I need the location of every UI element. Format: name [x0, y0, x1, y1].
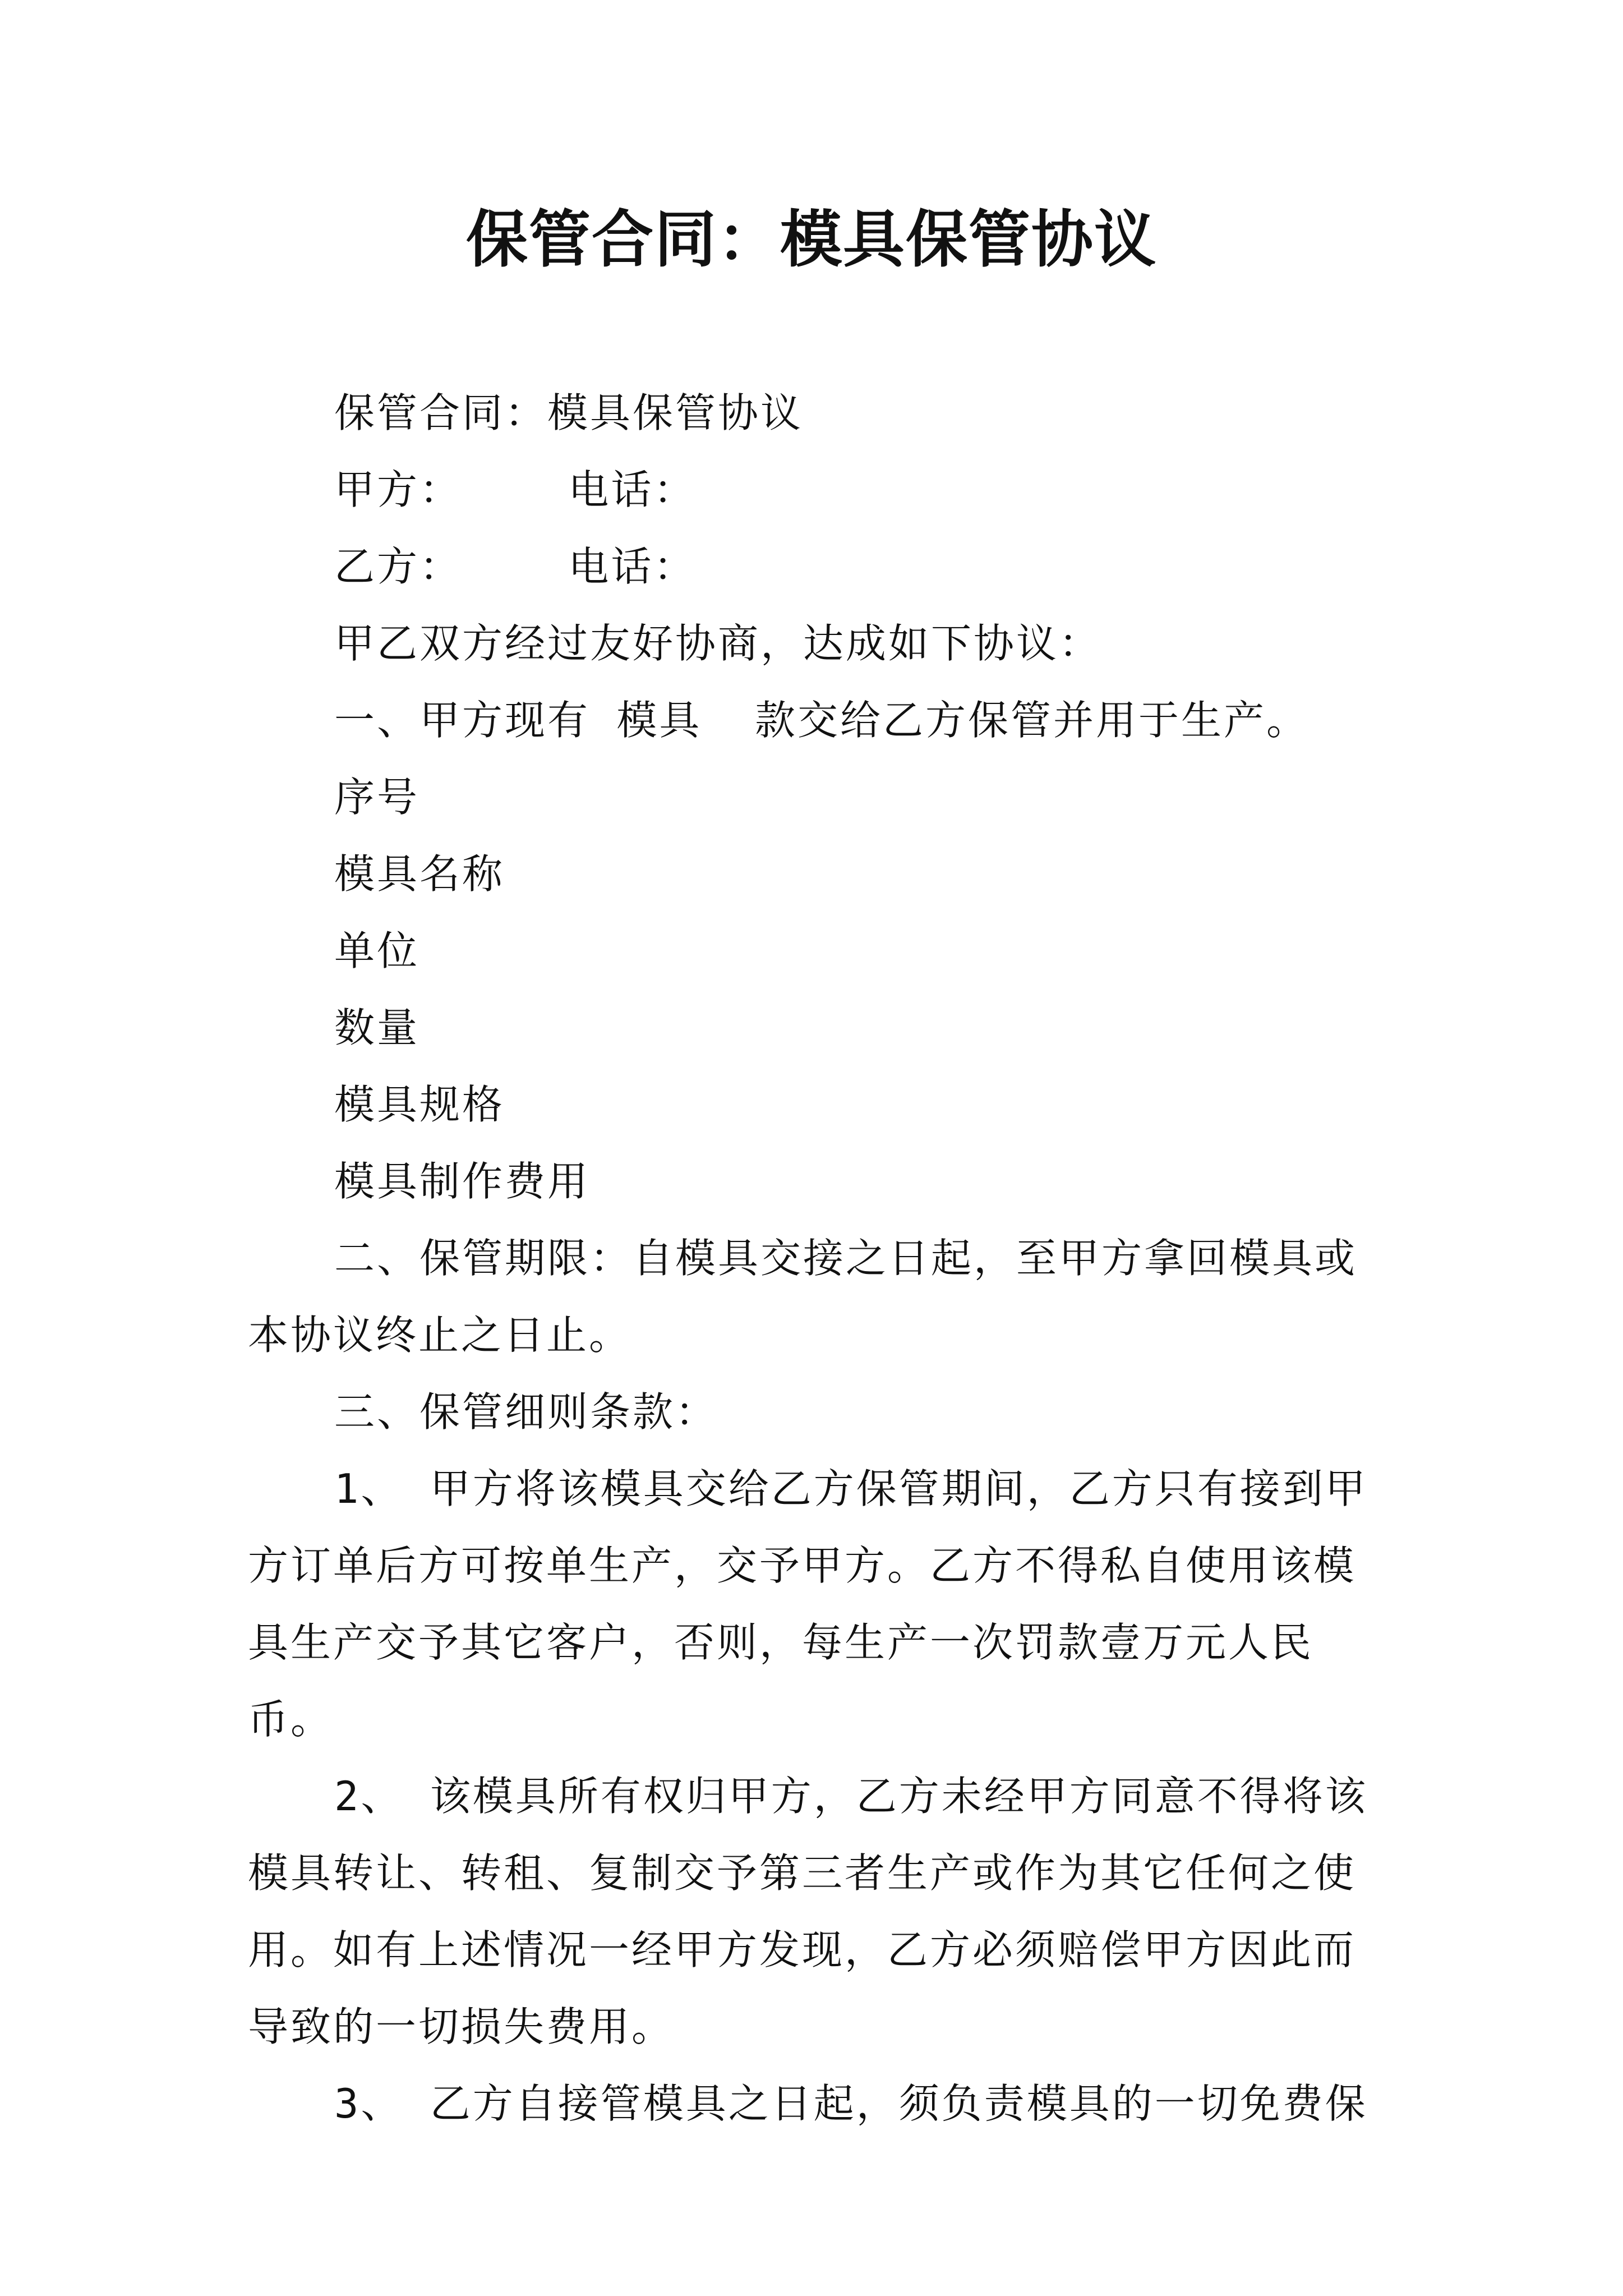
paragraph-rule-1: 1、 甲方将该模具交给乙方保管期间，乙方只有接到甲方订单后方可按单生产，交予甲方。乙方不得私自使用该模具生产交予其它客户，否则，每生产一次罚款壹万元人民币。 — [248, 1465, 1368, 1743]
paragraph-clause-1: 一、甲方现有 模具 款交给乙方保管并用于生产。 — [334, 697, 1310, 744]
table-header-mold-cost: 模具制作费用 — [334, 1158, 591, 1205]
table-header-mold-spec: 模具规格 — [334, 1081, 505, 1128]
paragraph-rule-3: 3、 乙方自接管模具之日起，须负责模具的一切免费保 — [334, 2080, 1368, 2127]
table-header-unit: 单位 — [334, 927, 420, 974]
table-header-index: 序号 — [334, 774, 420, 821]
paragraph-party-a: 甲方： 电话： — [334, 466, 697, 513]
table-header-quantity: 数量 — [334, 1004, 420, 1051]
paragraph-clause-3: 三、保管细则条款： — [334, 1388, 718, 1435]
paragraph-clause-2: 二、保管期限：自模具交接之日起，至甲方拿回模具或本协议终止之日止。 — [248, 1235, 1358, 1359]
table-header-mold-name: 模具名称 — [334, 850, 505, 898]
paragraph-party-b: 乙方： 电话： — [334, 543, 697, 590]
paragraph-heading: 保管合同：模具保管协议 — [334, 389, 804, 436]
paragraph-rule-2: 2、 该模具所有权归甲方，乙方未经甲方同意不得将该模具转让、转租、复制交予第三者生产或作为其它任何之使用。如有上述情况一经甲方发现，乙方必须赔偿甲方因此而导致的一切损失费用。 — [248, 1773, 1368, 2050]
document-body — [248, 375, 1386, 2142]
document-title: 保管合同：模具保管协议 — [466, 203, 1157, 275]
paragraph-agreement-intro: 甲乙双方经过友好协商，达成如下协议： — [334, 620, 1102, 667]
